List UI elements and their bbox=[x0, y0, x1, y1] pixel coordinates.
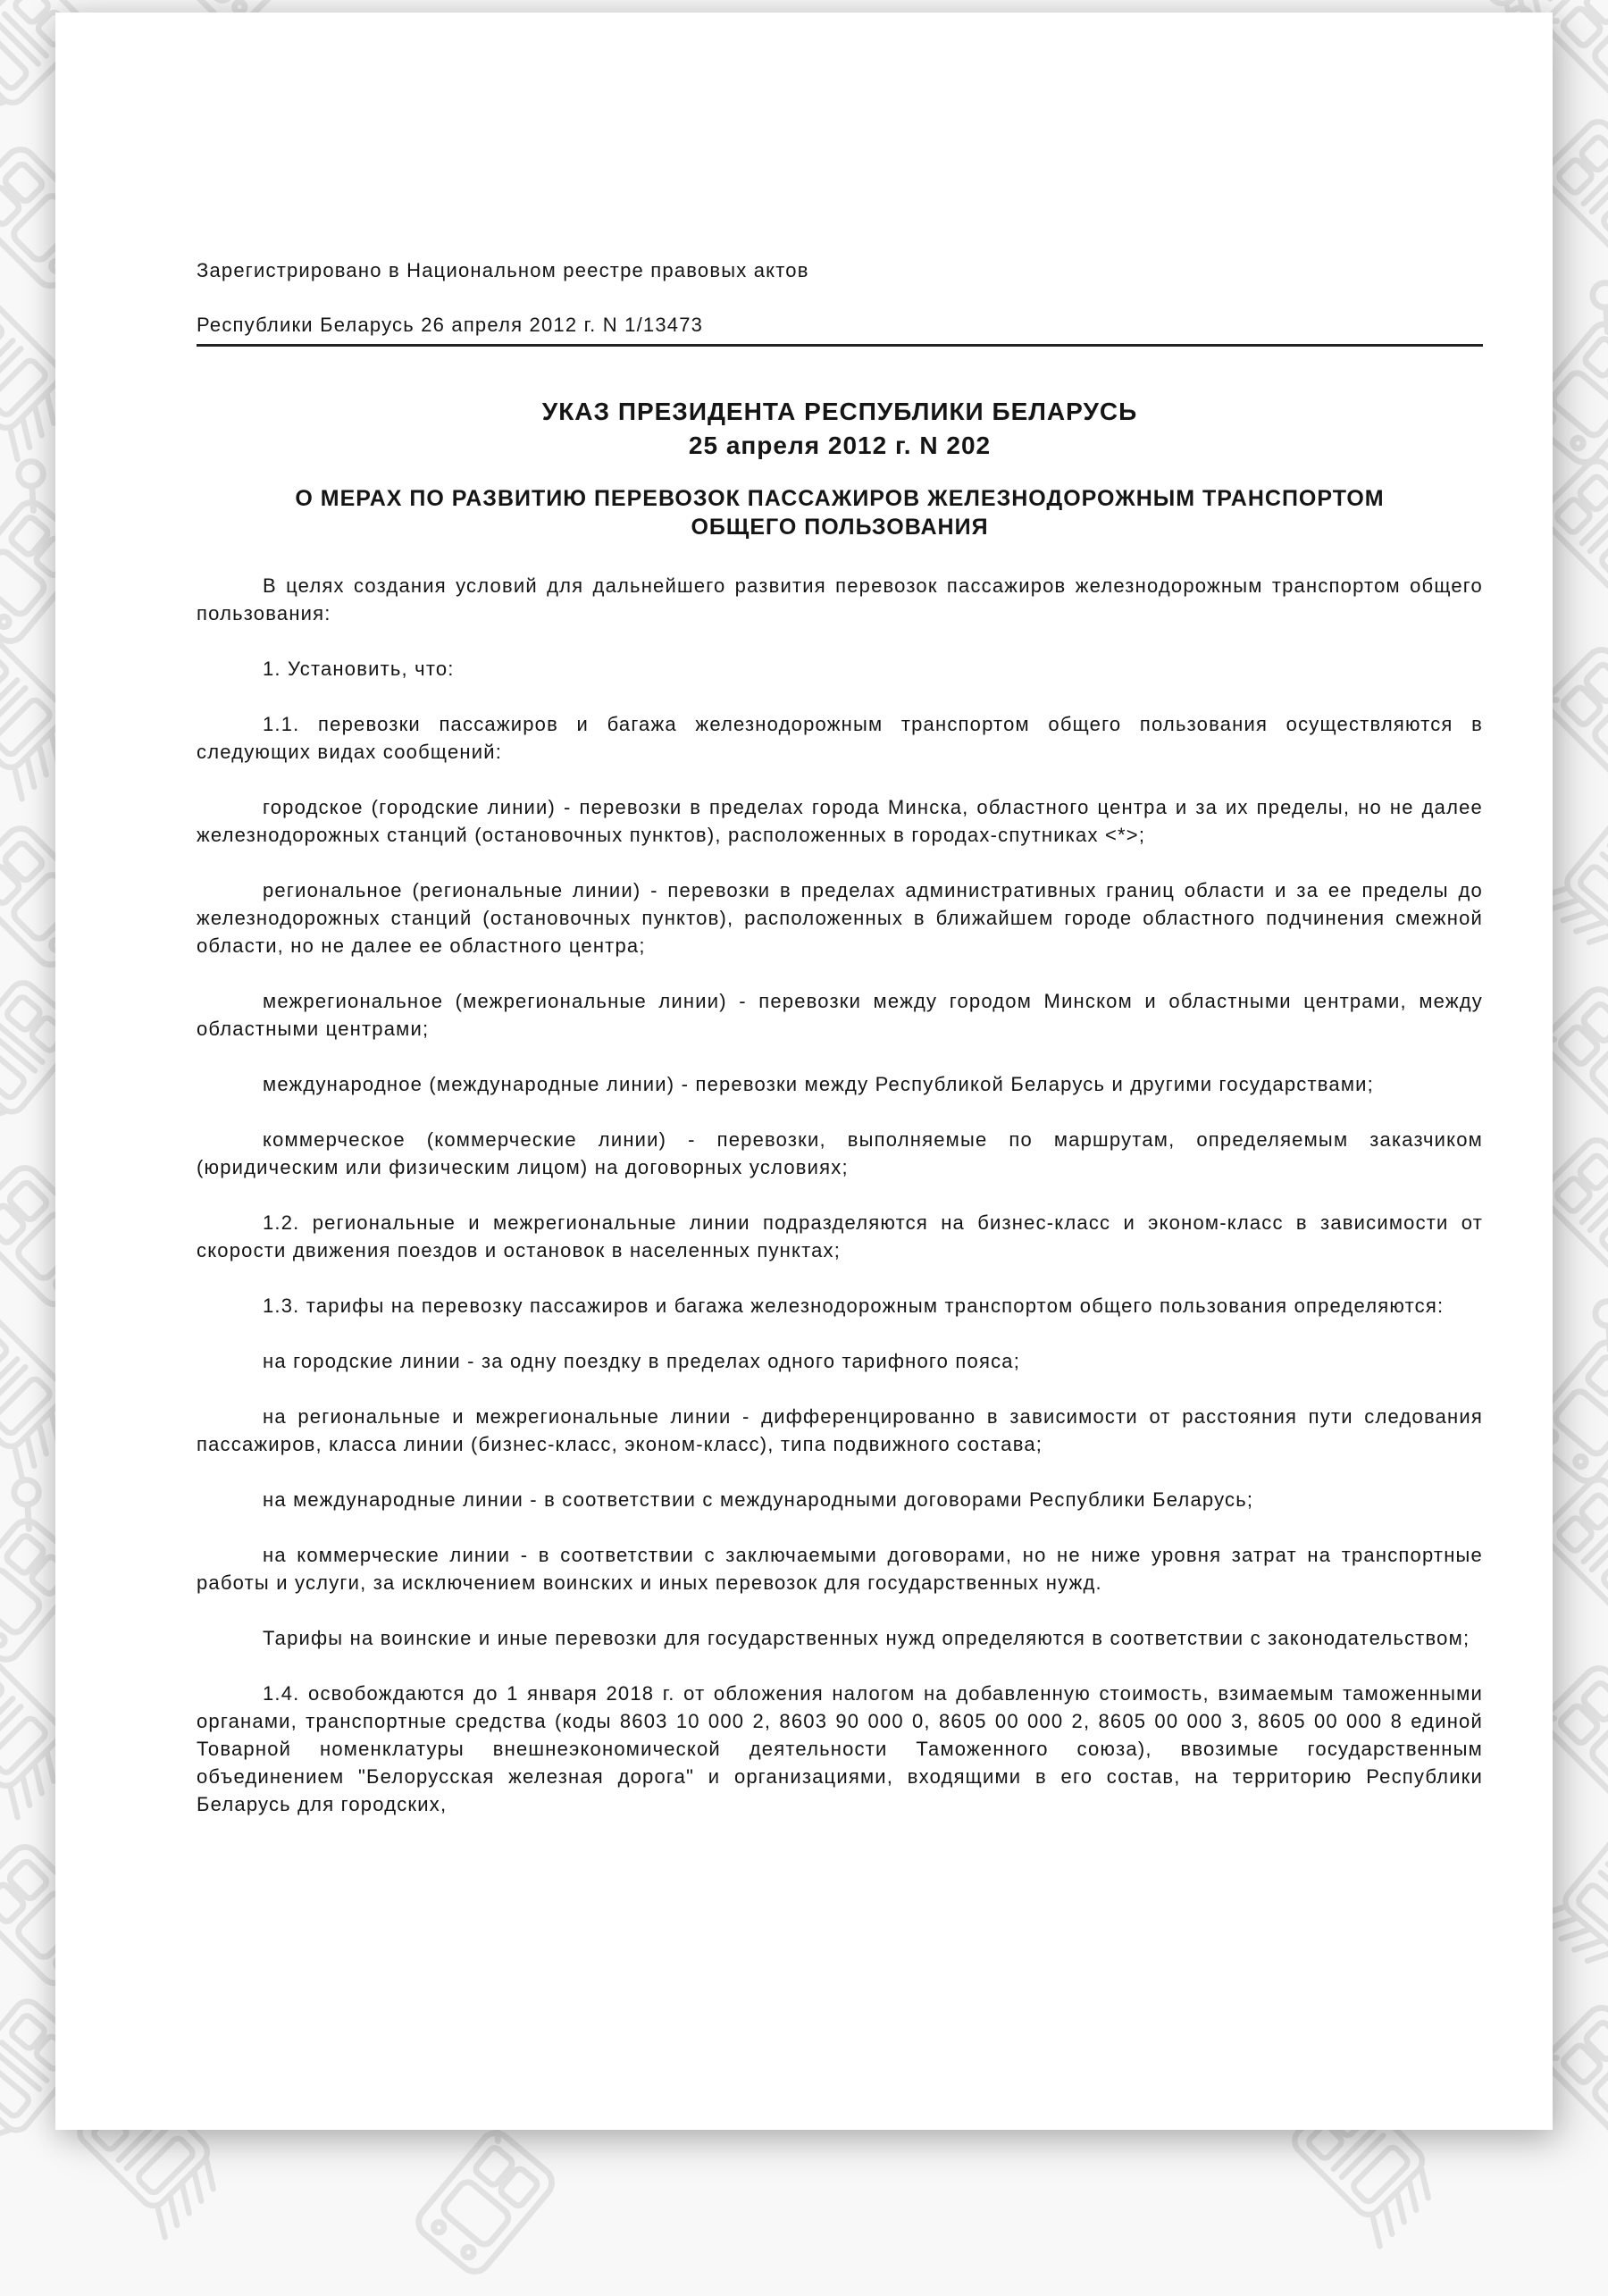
paragraph: 1.3. тарифы на перевозку пассажиров и багажа железнодорожным транспортом общего пользования определяются: bbox=[263, 1295, 1445, 1317]
paragraph: В целях создания условий для дальнейшего развития перевозок пассажиров железнодорожным транспортом общего пользования: bbox=[197, 574, 1483, 624]
paragraph: межрегиональное (межрегиональные линии) - перевозки между городом Минском и областными центрами, между областными центрами; bbox=[197, 990, 1483, 1040]
paragraph: региональное (региональные линии) - перевозки в пределах административных границ области и за ее пределы до железнодорожных станций (остановочных пунктов), расположенных в ближайшем городе областного подчинения смежной области, но не далее ее областного центра; bbox=[197, 879, 1483, 957]
paragraph: на международные линии - в соответствии с международными договорами Республики Беларусь; bbox=[263, 1488, 1254, 1511]
paragraph: городское (городские линии) - перевозки в пределах города Минска, областного центра и за их пределы, но не далее железнодорожных станций (остановочных пунктов), расположенных в городах-спутниках <*>; bbox=[197, 796, 1483, 846]
paragraph: 1.1. перевозки пассажиров и багажа железнодорожным транспортом общего пользования осуществляются в следующих видах сообщений: bbox=[197, 713, 1483, 763]
decree-date-number: 25 апреля 2012 г. N 202 bbox=[688, 432, 992, 459]
paragraph: на региональные и межрегиональные линии - дифференцированно в зависимости от расстояния пути следования пассажиров, класса линии (бизнес-класс, эконом-класс), типа подвижного состава; bbox=[197, 1405, 1483, 1455]
paragraph: 1.4. освобождаются до 1 января 2018 г. от обложения налогом на добавленную стоимость, взимаемым таможенными органами, транспортные средства (коды 8603 10 000 2, 8603 90 000 0, 8605 00 000 2, 8605 00 000 3, 8605 00 000 8 единой Товарной номенклатуры внешнеэкономической деятельности Таможенного союза), ввозимые государственным объединением "Белорусская железная дорога" и организациями, входящими в его состав, на территорию Республики Беларусь для городских, bbox=[197, 1682, 1483, 1815]
body-paragraphs bbox=[197, 572, 1483, 1818]
header-divider bbox=[197, 344, 1483, 347]
registration-header bbox=[197, 256, 1483, 339]
paragraph: международное (международные линии) - перевозки между Республикой Беларусь и другими государствами; bbox=[263, 1073, 1374, 1095]
paragraph: на городские линии - за одну поездку в пределах одного тарифного пояса; bbox=[263, 1350, 1021, 1372]
paragraph: коммерческое (коммерческие линии) - перевозки, выполняемые по маршрутам, определяемым заказчиком (юридическим или физическим лицом) на договорных условиях; bbox=[197, 1128, 1483, 1178]
paragraph: 1. Установить, что: bbox=[263, 658, 455, 680]
decree-title-block bbox=[197, 395, 1483, 463]
decree-subject: О МЕРАХ ПО РАЗВИТИЮ ПЕРЕВОЗОК ПАССАЖИРОВ ЖЕЛЕЗНОДОРОЖНЫМ ТРАНСПОРТОМ ОБЩЕГО ПОЛЬЗОВАНИЯ bbox=[295, 486, 1385, 540]
paragraph: Тарифы на воинские и иные перевозки для государственных нужд определяются в соответствии с законодательством; bbox=[263, 1627, 1470, 1649]
registration-line-2: Республики Беларусь 26 апреля 2012 г. N 1/13473 bbox=[197, 314, 704, 336]
document-page bbox=[55, 13, 1553, 2130]
paragraph: на коммерческие линии - в соответствии с заключаемыми договорами, но не ниже уровня затрат на транспортные работы и услуги, за исключением воинских и иных перевозок для государственных нужд. bbox=[197, 1544, 1483, 1594]
registration-line-1: Зарегистрировано в Национальном реестре правовых актов bbox=[197, 259, 809, 281]
decree-title: УКАЗ ПРЕЗИДЕНТА РЕСПУБЛИКИ БЕЛАРУСЬ bbox=[541, 398, 1138, 425]
paragraph: 1.2. региональные и межрегиональные линии подразделяются на бизнес-класс и эконом-класс в зависимости от скорости движения поездов и остановок в населенных пунктах; bbox=[197, 1211, 1483, 1261]
